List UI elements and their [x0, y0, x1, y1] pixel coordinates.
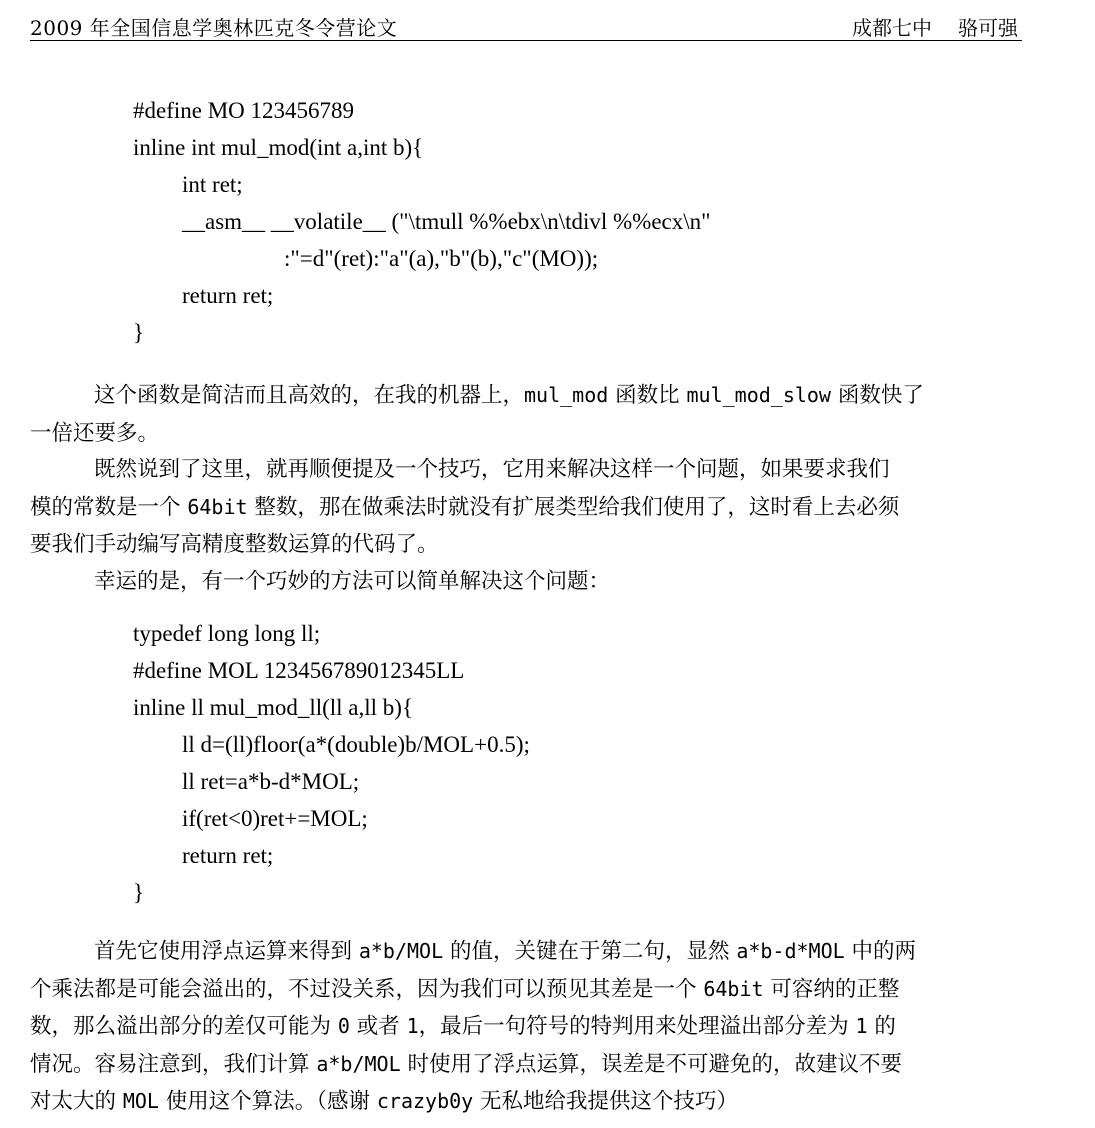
- code-line: __asm__ __volatile__ ("\tmull %%ebx\n\tdivl %%ecx\n": [182, 209, 711, 234]
- text-run: 的: [867, 1014, 896, 1039]
- code-inline: mul_mod: [524, 383, 609, 407]
- code-line: ll d=(ll)floor(a*(double)b/MOL+0.5);: [182, 732, 530, 757]
- code-block-mul-mod: [133, 96, 711, 345]
- text-run: 或者: [349, 1014, 407, 1039]
- code-line: return ret;: [182, 283, 274, 308]
- text-run: 可容纳的正整: [763, 976, 900, 1002]
- text-run: 无私地给我提供这个技巧）: [473, 1089, 739, 1114]
- paragraph-line: [30, 933, 1022, 971]
- text-run: 的值，关键在于第二句，显然: [443, 939, 737, 964]
- code-inline: 1: [406, 1014, 419, 1038]
- page-header: [30, 8, 1022, 41]
- header-title: 2009 年全国信息学奥林匹克冬令营论文: [30, 16, 398, 40]
- code-line: int ret;: [182, 172, 243, 197]
- code-line: ll ret=a*b-d*MOL;: [182, 769, 360, 794]
- code-line: return ret;: [182, 843, 274, 868]
- text-run: 数，那么溢出部分的差仅可能为: [30, 1014, 338, 1039]
- text-run: ，最后一句符号的特判用来处理溢出部分差为: [418, 1014, 856, 1039]
- text-run: 中的两: [844, 939, 917, 964]
- code-inline: 1: [855, 1014, 868, 1038]
- code-inline: a*b/MOL: [316, 1051, 401, 1076]
- header-author-info: [852, 12, 1018, 41]
- code-line: inline int mul_mod(int a,int b){: [133, 135, 424, 160]
- paragraph-mul-mod-speed: [30, 377, 1022, 452]
- code-line: :"=d"(ret):"a"(a),"b"(b),"c"(MO));: [284, 246, 599, 271]
- code-line: inline ll mul_mod_ll(ll a,ll b){: [133, 695, 413, 720]
- code-inline: a*b/MOL: [358, 939, 444, 963]
- paragraph-line: 既然说到了这里，就再顺便提及一个技巧，它用来解决这样一个问题，如果要求我们: [94, 457, 890, 482]
- code-inline: 0: [337, 1014, 350, 1038]
- code-line: if(ret<0)ret+=MOL;: [182, 806, 368, 831]
- code-inline: 64bit: [187, 494, 248, 519]
- code-line: }: [133, 320, 145, 345]
- code-line: #define MOL 123456789012345LL: [133, 658, 465, 683]
- paragraph-line: [30, 1083, 1022, 1121]
- text-run: 使用这个算法。（感谢: [158, 1089, 377, 1114]
- paragraph-line: [30, 971, 1022, 1009]
- header-author: 骆可强: [958, 16, 1018, 40]
- paragraph-explanation: [30, 933, 1022, 1121]
- text-run: 整数，那在做乘法时就没有扩展类型给我们使用了，这时看上去必须: [247, 494, 900, 520]
- text-run: 情况。容易注意到，我们计算: [30, 1051, 317, 1077]
- paragraph-line: [30, 489, 1022, 527]
- paragraph-line: 要我们手动编写高精度整数运算的代码了。: [30, 532, 439, 557]
- paragraph-line: 一倍还要多。: [30, 420, 160, 446]
- paragraph-line: [30, 377, 1022, 415]
- paragraph-line: 幸运的是，有一个巧妙的方法可以简单解决这个问题：: [94, 569, 611, 594]
- text-run: 对太大的: [30, 1089, 123, 1114]
- code-inline: mul_mod_slow: [686, 383, 831, 407]
- text-run: 模的常数是一个: [30, 494, 188, 520]
- code-inline: 64bit: [703, 976, 764, 1001]
- code-line: }: [133, 880, 145, 905]
- text-run: 首先它使用浮点运算来得到: [94, 939, 359, 964]
- code-block-mul-mod-ll: [133, 619, 530, 905]
- text-run: 个乘法都是可能会溢出的，不过没关系，因为我们可以预见其差是一个: [30, 976, 704, 1002]
- paragraph-line: [30, 1046, 1022, 1084]
- paragraph-line: [30, 1008, 1022, 1046]
- paragraph-lucky-method: [30, 563, 1022, 601]
- text-run: 函数快了: [830, 383, 924, 408]
- code-inline: a*b-d*MOL: [736, 939, 845, 963]
- code-inline: crazyb0y: [376, 1089, 474, 1113]
- paragraph-64bit-problem: [30, 451, 1022, 564]
- code-line: typedef long long ll;: [133, 621, 321, 646]
- text-run: 函数比: [608, 383, 687, 408]
- text-run: 这个函数是简洁而且高效的，在我的机器上，: [94, 383, 525, 408]
- text-run: 时使用了浮点运算，误差是不可避免的，故建议不要: [400, 1051, 902, 1077]
- header-school: 成都七中: [852, 16, 932, 40]
- code-inline: MOL: [122, 1089, 159, 1113]
- code-line: #define MO 123456789: [133, 98, 355, 123]
